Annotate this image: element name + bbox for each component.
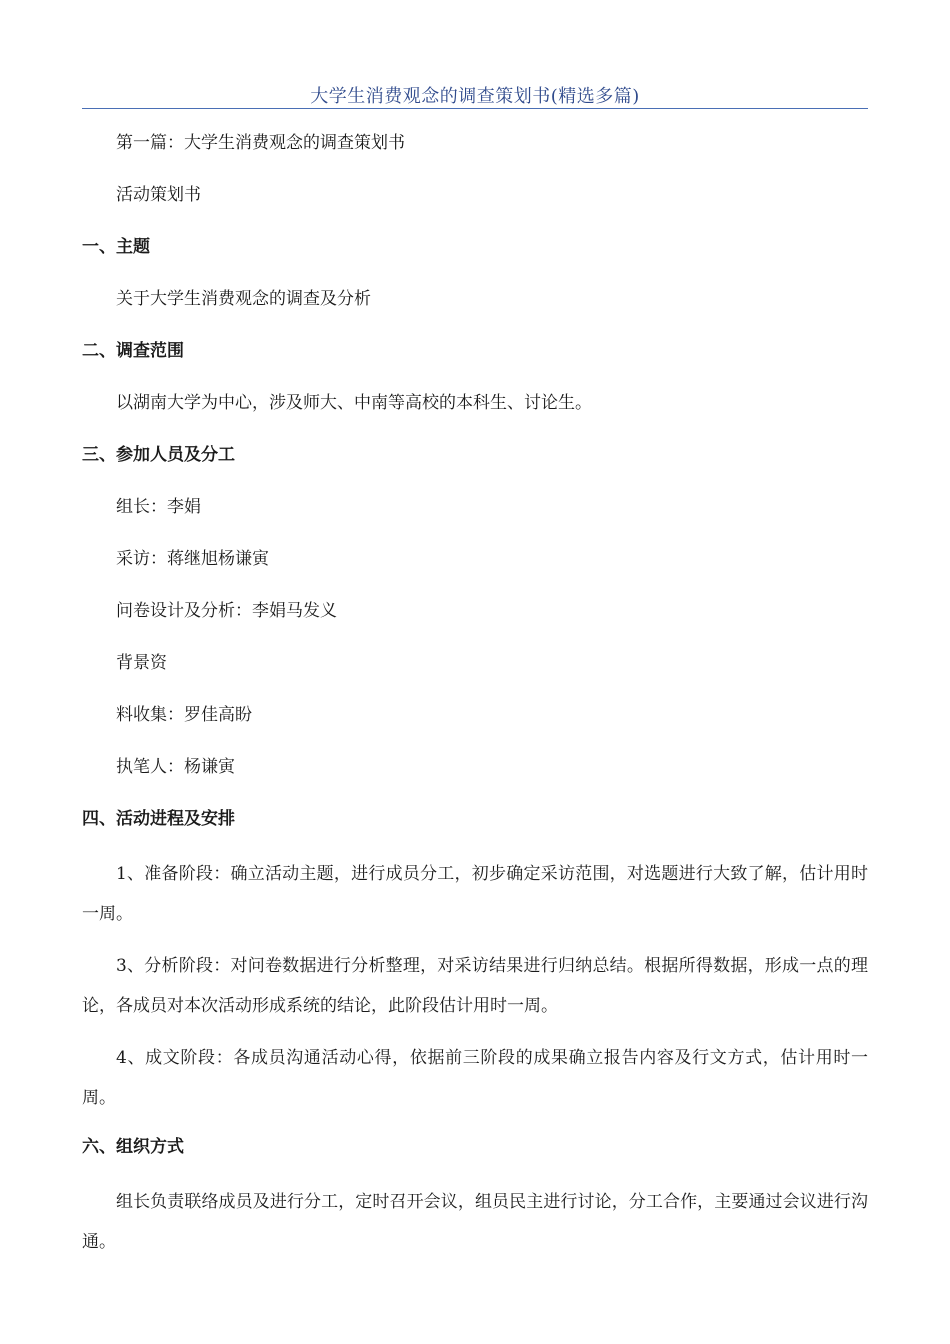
section-heading: 一、主题	[82, 237, 150, 257]
paragraph: 活动策划书	[116, 185, 201, 205]
paragraph: 4、成文阶段：各成员沟通活动心得，依据前三阶段的成果确立报告内容及行文方式，估计用时一周。	[82, 1048, 868, 1108]
header-divider	[82, 108, 868, 109]
paragraph: 组长负责联络成员及进行分工，定时召开会议，组员民主进行讨论，分工合作，主要通过会议进行沟通。	[82, 1192, 868, 1252]
paragraph: 执笔人：杨谦寅	[116, 757, 235, 777]
paragraph: 以湖南大学为中心，涉及师大、中南等高校的本科生、讨论生。	[116, 393, 592, 413]
section-heading: 四、活动进程及安排	[82, 809, 235, 829]
paragraph: 1、准备阶段：确立活动主题，进行成员分工，初步确定采访范围，对选题进行大致了解，估计用时一周。	[82, 864, 868, 924]
section-heading: 二、调查范围	[82, 341, 184, 361]
page-header-title: 大学生消费观念的调查策划书(精选多篇)	[310, 86, 640, 107]
paragraph: 问卷设计及分析：李娟马发义	[116, 601, 337, 621]
paragraph: 组长：李娟	[116, 497, 201, 517]
paragraph: 3、分析阶段：对问卷数据进行分析整理，对采访结果进行归纳总结。根据所得数据，形成一点的理论，各成员对本次活动形成系统的结论，此阶段估计用时一周。	[82, 956, 868, 1016]
paragraph: 背景资	[116, 653, 167, 673]
section-heading: 三、参加人员及分工	[82, 445, 235, 465]
paragraph: 采访：蒋继旭杨谦寅	[116, 549, 269, 569]
paragraph: 关于大学生消费观念的调查及分析	[116, 289, 371, 309]
paragraph: 料收集：罗佳高盼	[116, 705, 252, 725]
paragraph: 第一篇：大学生消费观念的调查策划书	[116, 133, 405, 153]
section-heading: 六、组织方式	[82, 1137, 184, 1157]
document-body	[82, 126, 868, 1274]
